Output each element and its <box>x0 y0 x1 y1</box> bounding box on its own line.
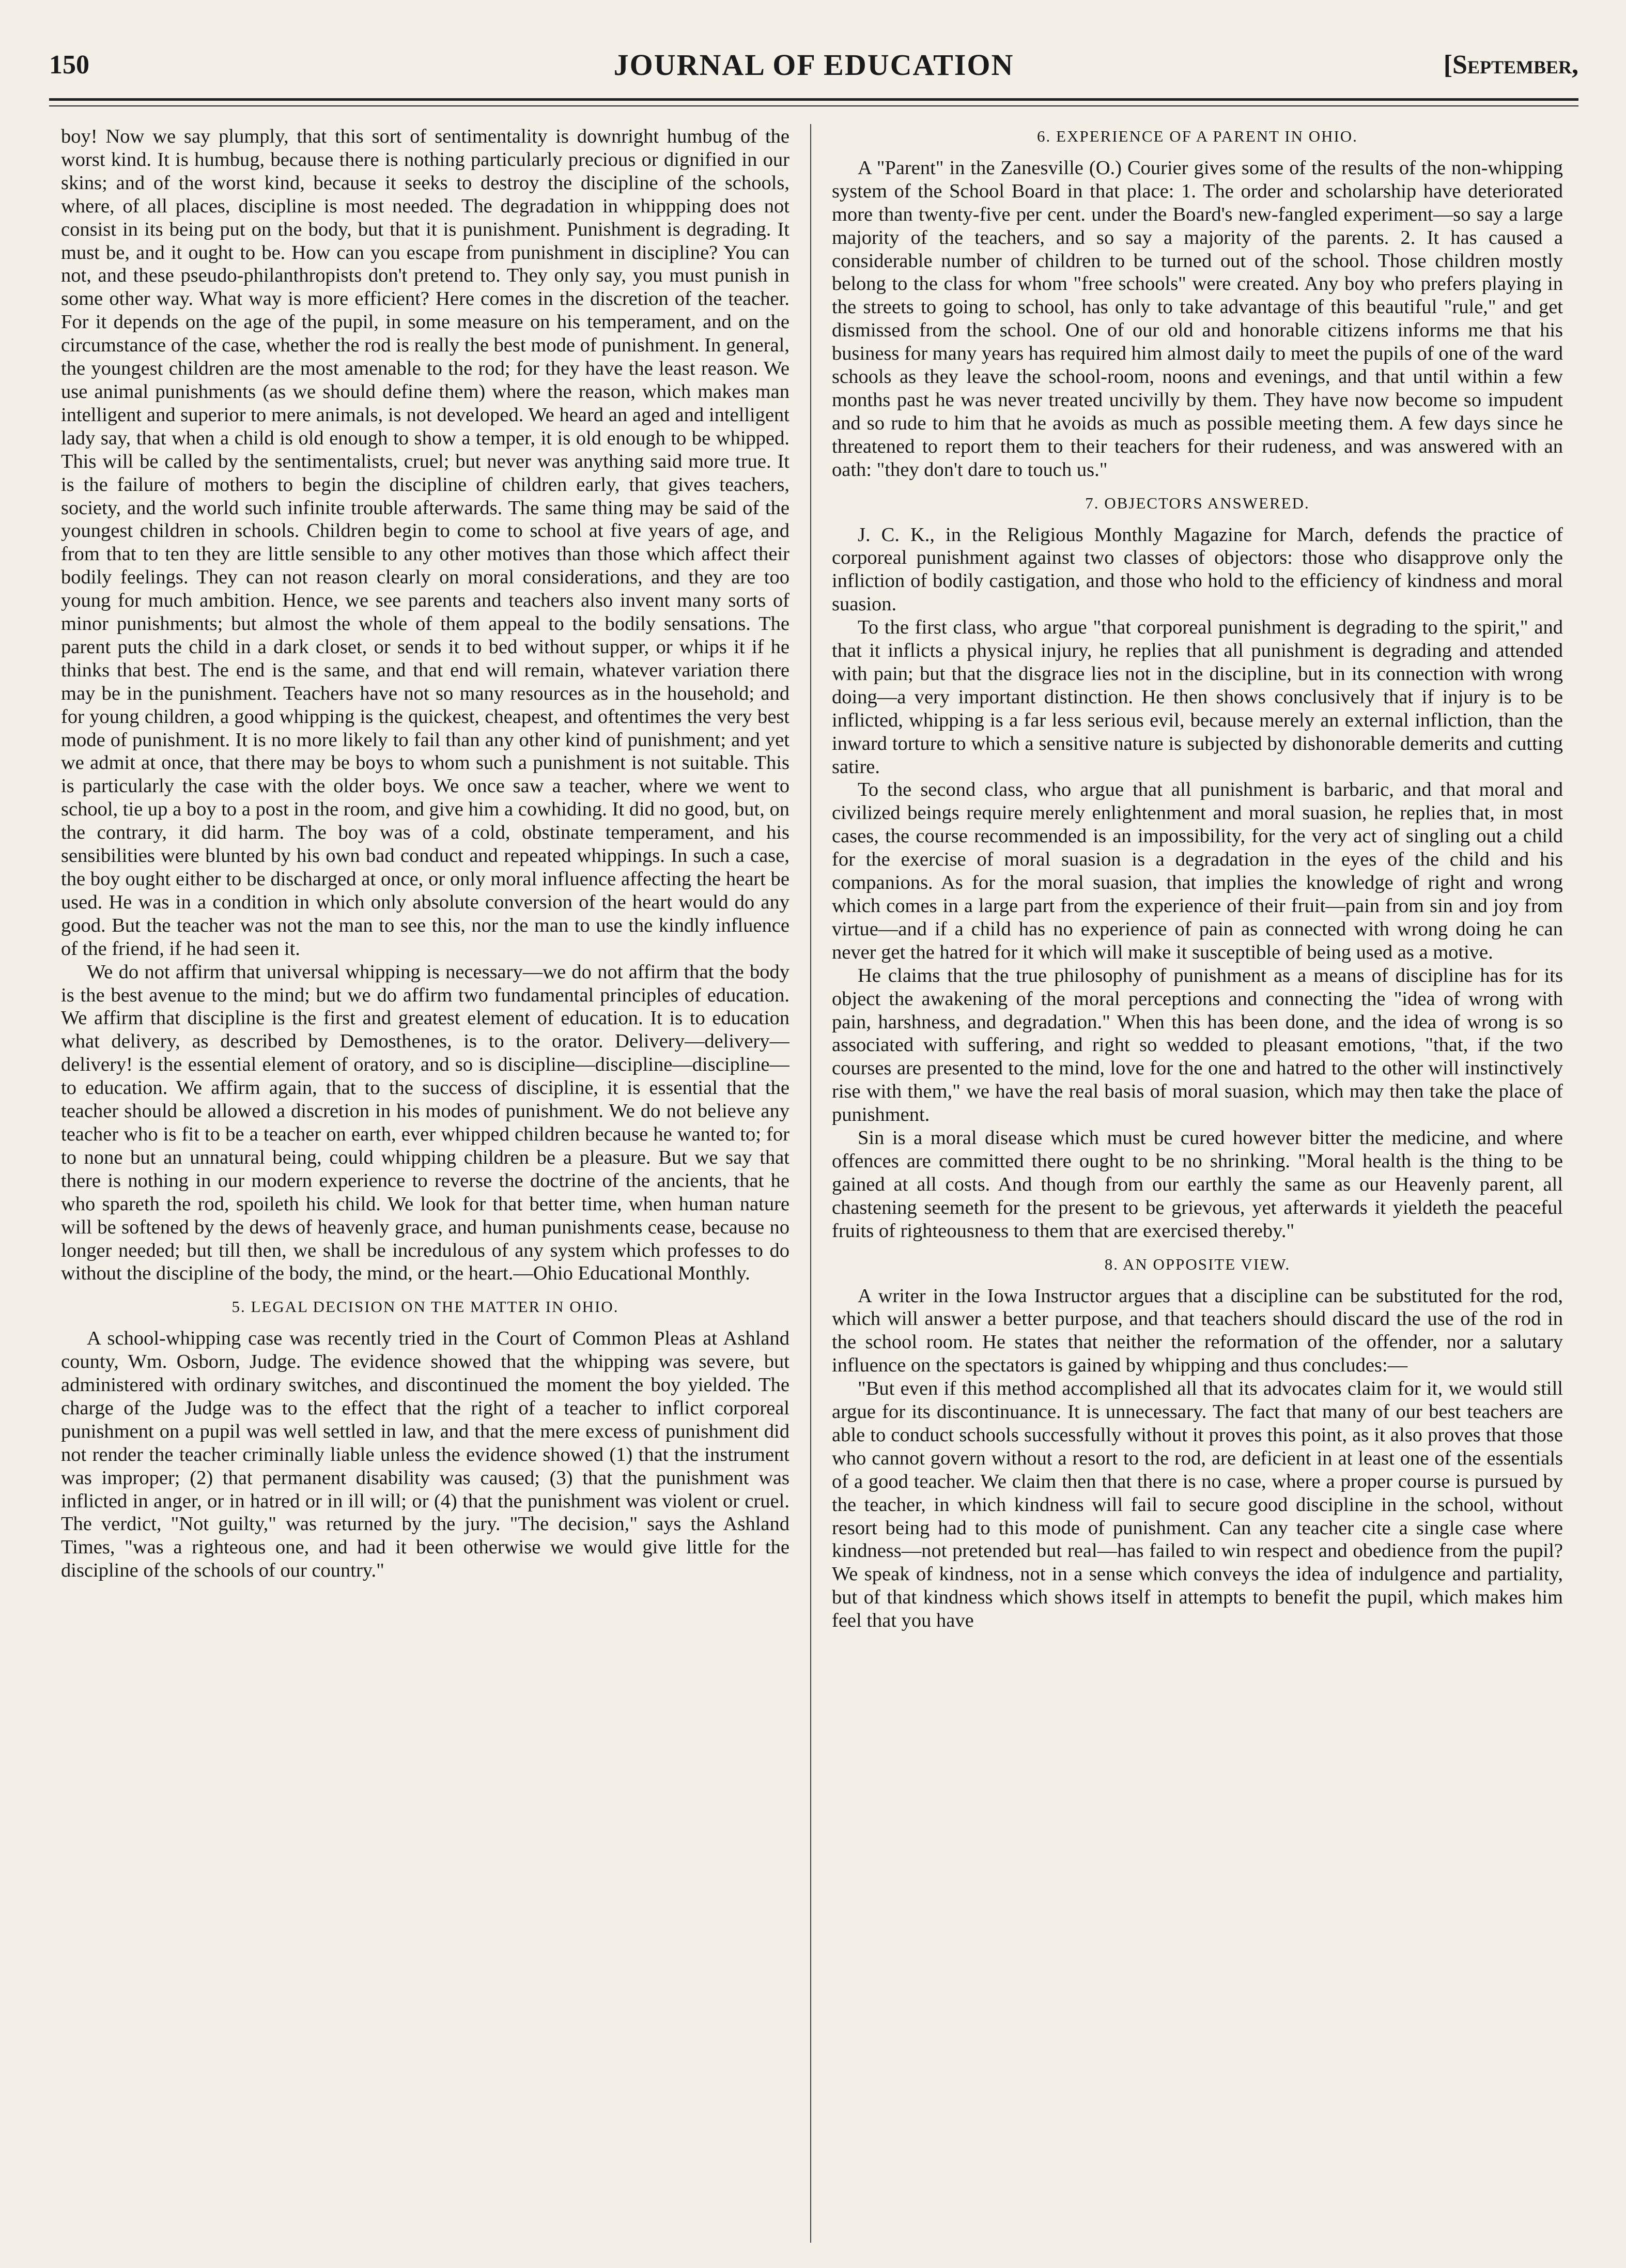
right-paragraph-5: He claims that the true philosophy of punishment as a means of discipline has for its object the awakening of the moral perceptions and connecting the "idea of wrong with pain, harshness, and degradation." When this has been done, and the idea of wrong is so associated with suffering, and right so wedded to pleasant emotions, "that, if the two courses are presented to the mind, love for the one and hatred to the other will instinctively rise with them," we have the real basis of moral suasion, which may then take the place of punishment. <box>832 964 1563 1126</box>
right-paragraph-7: A writer in the Iowa Instructor argues that a discipline can be substituted for the rod, which will answer a better purpose, and that teachers should discard the use of the rod in the school room. He states that neither the reformation of the offender, nor a salutary influence on the spectators is gained by whipping and thus concludes:— <box>832 1285 1563 1377</box>
right-paragraph-3: To the first class, who argue "that corporeal punishment is degrading to the spirit," and that it inflicts a physical injury, he replies that all punishment is degrading and attended with pain; but that the disgrace lies not in the discipline, but in its connection with wrong doing—a very important distinction. He then shows conclusively that if injury is to be inflicted, whipping is a far less serious evil, because merely an external infliction, than the inward torture to which a sensitive nature is subjected by dishonorable demerits and cutting satire. <box>832 616 1563 778</box>
section-8-heading: 8. AN OPPOSITE VIEW. <box>1104 1255 1291 1273</box>
left-paragraph-2: We do not affirm that universal whipping is necessary—we do not affirm that the body is the best avenue to the mind; but we do affirm two fundamental principles of education. We affirm that discipline is the first and greatest element of education. It is to education what delivery, as described by Demosthenes, is to the orator. Delivery—delivery—delivery! is the essential element of oratory, and so is discipline—discipline—discipline—to education. We affirm again, that to the success of discipline, it is essential that the teacher should be allowed a discretion in his modes of punishment. We do not believe any teacher who is fit to be a teacher on earth, ever whipped children because he wanted to; for to none but an unnatural being, could whipping children be a pleasure. But we say that there is nothing in our modern experience to reverse the doctrine of the ancients, that he who spareth the rod, spoileth his child. We look for that better time, when human nature will be softened by the dews of heavenly grace, and human punishments cease, because no longer needed; but till then, we shall be incredulous of any system which professes to do without the discipline of the body, the mind, or the heart.—Ohio Educational Monthly. <box>61 961 789 1285</box>
issue-month: [September, <box>1443 50 1578 80</box>
left-paragraph-3: A school-whipping case was recently tried in the Court of Common Pleas at Ashland county, Wm. Osborn, Judge. The evidence showed that the whipping was severe, but administered with ordinary switches, and discontinued the moment the boy yielded. The charge of the Judge was to the effect that the right of a teacher to inflict corporeal punishment on a pupil was well settled in law, and that the mere excess of punishment did not render the teacher criminally liable unless the evidence showed (1) that the instrument was improper; (2) that permanent disability was caused; (3) that the punishment was inflicted in anger, or in hatred or in ill will; or (4) that the punishment was violent or cruel. The verdict, "Not guilty," was returned by the jury. "The decision," says the Ashland Times, "was a righteous one, and had it been otherwise we would give little for the discipline of the schools of our country." <box>61 1328 789 1582</box>
section-7-heading: 7. OBJECTORS ANSWERED. <box>1085 493 1310 512</box>
left-paragraph-1: boy! Now we say plumply, that this sort of sentimentality is downright humbug of the worst kind. It is humbug, because there is nothing particularly precious or dignified in our skins; and of the worst kind, because it seeks to destroy the discipline of the schools, where, of all places, discipline is most needed. The degradation in whippping does not consist in its being put on the body, but that it is punishment. Punishment is degrading. It must be, and it ought to be. How can you escape from punishment in discipline? You can not, and these pseudo-philanthropists don't pretend to. They only say, you must punish in some other way. What way is more efficient? Here comes in the discretion of the teacher. For it depends on the age of the pupil, in some measure on his temperament, and on the circumstance of the case, whether the rod is really the best mode of punishment. In general, the youngest children are the most amenable to the rod; for they have the least reason. We use animal punishments (as we should define them) where the reason, which makes man intelligent and superior to mere animals, is not developed. We heard an aged and intelligent lady say, that when a child is old enough to show a temper, it is old enough to be whipped. This will be called by the sentimentalists, cruel; but never was anything said more true. It is the failure of mothers to begin the discipline of children early, that gives teachers, society, and the world such infinite trouble afterwards. The same thing may be said of the youngest children in schools. Children begin to come to school at five years of age, and from that to ten they are little sensible to any other motives than those which affect their bodily feelings. They can not reason clearly on moral considerations, and they are too young for much ambition. Hence, we see parents and teachers also invent many sorts of minor punishments; but almost the whole of them appeal to the bodily sensations. The parent puts the child in a dark closet, or sends it to bed without supper, or whips it if he thinks that best. The end is the same, and that end will remain, whatever variation there may be in the punishment. Teachers have not so many resources as in the household; and for young children, a good whipping is the quickest, cheapest, and oftentimes the very best mode of punishment. It is no more likely to fail than any other kind of punishment; and yet we admit at once, that there may be boys to whom such a punishment is not suitable. This is particularly the case with the older boys. We once saw a teacher, where we went to school, tie up a boy to a post in the room, and give him a cowhiding. It did no good, but, on the contrary, it did harm. The boy was of a cold, obstinate temperament, and his sensibilities were blunted by his own bad conduct and repeated whippings. In such a case, the boy ought either to be discharged at once, or only moral influence affecting the heart be used. He was in a condition in which only absolute conversion of the heart would do any good. But the teacher was not the man to see this, nor the man to use the kindly influence of the friend, if he had seen it. <box>61 126 789 960</box>
section-6-heading: 6. EXPERIENCE OF A PARENT IN OHIO. <box>1037 127 1358 145</box>
right-paragraph-6: Sin is a moral disease which must be cured however bitter the medicine, and where offences are committed there ought to be no shrinking. "Moral health is the thing to be gained at all costs. And though from our earthly the same as our Heavenly parent, all chastening seemeth for the present to be grievous, yet afterwards it yieldeth the peaceful fruits of righteousness to them that are exercised thereby." <box>832 1127 1563 1242</box>
right-paragraph-1: A "Parent" in the Zanesville (O.) Courier gives some of the results of the non-whipping system of the School Board in that place: 1. The order and scholarship have deteriorated more than twenty-five per cent. under the Board's new-fangled experiment—so say a large majority of the teachers, and so say a majority of the parents. 2. It has caused a considerable number of children to be turned out of the school. Those children mostly belong to the class for whom "free schools" were created. Any boy who prefers playing in the streets to going to school, has only to take advantage of this beautiful "rule," and get dismissed from the school. One of our old and honorable citizens informs me that his business for many years has required him almost daily to meet the pupils of one of the ward schools as they leave the school-room, noons and evenings, and that until within a few months past he was never treated uncivilly by them. They have now become so impudent and so rude to him that he avoids as much as possible meeting them. A few days since he threatened to report them to their teachers for their rudeness, and was answered with an oath: "they don't dare to touch us." <box>832 157 1563 481</box>
right-column <box>832 125 1563 2239</box>
page-header <box>49 45 1578 92</box>
section-5-heading: 5. LEGAL DECISION ON THE MATTER IN OHIO. <box>231 1298 619 1316</box>
column-divider <box>810 124 811 2243</box>
page-number: 150 <box>49 50 89 80</box>
right-paragraph-8: "But even if this method accomplished all that its advocates claim for it, we would still argue for its discontinuance. It is unnecessary. The fact that many of our best teachers are able to conduct schools successfully without it proves this point, as it also proves that those who cannot govern without a resort to the rod, are deficient in at least one of the essentials of a good teacher. We claim then that there is no case, where a proper course is pursued by the teacher, in which kindness will fail to secure good discipline in the school, without resort being had to this mode of punishment. Can any teacher cite a single case where kindness—not pretended but real—has failed to win respect and obedience from the pupil? We speak of kindness, not in a sense which conveys the idea of indulgence and partiality, but of that kindness which shows itself in attempts to benefit the pupil, which makes him feel that you have <box>832 1378 1563 1632</box>
header-rule-thick <box>49 98 1578 101</box>
right-paragraph-4: To the second class, who argue that all punishment is barbaric, and that moral and civilized beings require merely enlightenment and moral suasion, he replies that, in most cases, the course recommended is an impossibility, for the very act of singling out a child for the exercise of moral suasion is a degradation in the eyes of the child and his companions. As for the moral suasion, that implies the knowledge of right and wrong which comes in a large part from the experience of their fruit—pain from sin and joy from virtue—and if a child has no experience of pain as connected with wrong doing he can never get the hatred for it which will make it susceptible of being used as a motive. <box>832 779 1563 963</box>
header-rule-thin <box>49 105 1578 106</box>
journal-title: JOURNAL OF EDUCATION <box>613 48 1014 82</box>
right-paragraph-2: J. C. K., in the Religious Monthly Magazine for March, defends the practice of corporeal punishment against two classes of objectors: those who disapprove only the infliction of bodily castigation, and those who hold to the efficiency of kindness and moral suasion. <box>832 523 1563 615</box>
left-column <box>61 125 789 2239</box>
